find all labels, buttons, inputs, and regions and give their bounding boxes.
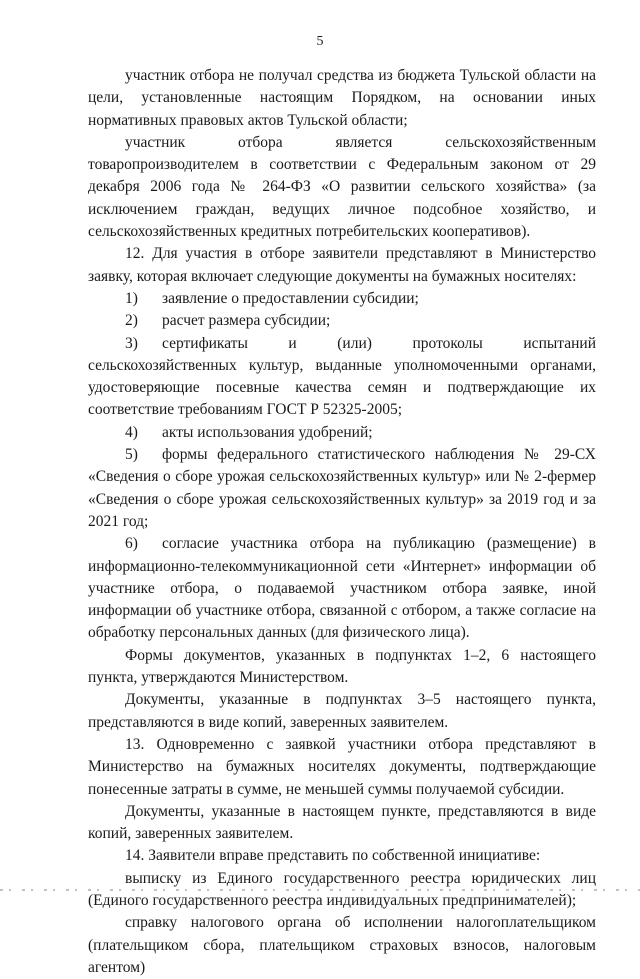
list-number: 6) bbox=[125, 535, 138, 553]
list-text: сертификаты и (или) протоколы испытаний bbox=[162, 334, 596, 352]
paragraph-tax-certificate: справку налогового органа об исполнении налогоплательщиком (плательщиком сбора, плательщиком страховых взносов, налоговым агентом) bbox=[88, 914, 596, 976]
list-text: расчет размера субсидии; bbox=[162, 312, 331, 330]
list-number: 4) bbox=[125, 423, 138, 441]
list-item-2 bbox=[88, 310, 596, 332]
paragraph-item-13: 13. Одновременно с заявкой участники отбора представляют в Министерство на бумажных носителях документы, подтверждающие понесенные затраты в сумме, не меньшей суммы получаемой субсидии. bbox=[88, 735, 596, 798]
list-number: 1) bbox=[125, 289, 138, 307]
paragraph-registry-extract: выписку из Единого государственного реестра юридических лиц (Единого государственного реестра индивидуальных предпринимателей); bbox=[88, 869, 596, 909]
paragraph-item-12: 12. Для участия в отборе заявители представляют в Министерство заявку, которая включает следующие документы на бумажных носителях: bbox=[88, 245, 596, 285]
list-text: заявление о предоставлении субсидии; bbox=[162, 289, 419, 307]
list-item-3 bbox=[88, 333, 596, 355]
list-item-6 bbox=[88, 533, 596, 555]
list-text: акты использования удобрений; bbox=[162, 423, 373, 441]
list-item-5 bbox=[88, 444, 596, 466]
paragraph-copies-3-5: Документы, указанные в подпунктах 3–5 настоящего пункта, представляются в виде копий, заверенных заявителем. bbox=[88, 691, 596, 731]
list-number: 2) bbox=[125, 312, 138, 330]
list-item-3-continuation: сельскохозяйственных культур, выданные уполномоченными органами, удостоверяющие посевные качества семян и подтверждающие их соответствие требованиям ГОСТ Р 52325-2005; bbox=[88, 356, 596, 419]
list-number: 5) bbox=[125, 446, 138, 464]
list-item-6-continuation: информационно-телекоммуникационной сети «Интернет» информации об участнике отбора, о подаваемой участником отбора заявке, иной информации об участнике отбора, связанной с отбором, а также согласие на обработку персональных данных (для физического лица). bbox=[88, 557, 596, 642]
document-body bbox=[88, 65, 596, 979]
paragraph-item-14: 14. Заявители вправе представить по собственной инициативе: bbox=[125, 847, 541, 865]
paragraph-producer-condition: участник отбора является сельскохозяйственным товаропроизводителем в соответствии с Федеральным законом от 29 декабря 2006 года № 264-ФЗ «О развитии сельского хозяйства» (за исключением граждан, ведущих личное подсобное хозяйство, и сельскохозяйственных кредитных потребительских кооперативов). bbox=[88, 133, 596, 241]
scan-artifact-line bbox=[0, 889, 640, 891]
list-text: формы федерального статистического наблюдения № 29-СХ bbox=[162, 446, 596, 464]
paragraph-forms-approval: Формы документов, указанных в подпунктах 1–2, 6 настоящего пункта, утверждаются Министерством. bbox=[88, 646, 596, 687]
list-text: согласие участника отбора на публикацию (размещение) в bbox=[162, 535, 596, 553]
paragraph-budget-condition: участник отбора не получал средства из бюджета Тульской области на цели, установленные настоящим Порядком, на основании иных нормативных правовых актов Тульской области; bbox=[88, 67, 596, 129]
list-item-5-continuation: «Сведения о сборе урожая сельскохозяйственных культур» или № 2-фермер «Сведения о сборе урожая сельскохозяйственных культур» за 2019 год и за 2021 год; bbox=[88, 468, 596, 530]
list-number: 3) bbox=[125, 334, 138, 352]
list-item-1 bbox=[88, 288, 596, 310]
list-item-4 bbox=[88, 422, 596, 444]
paragraph-copies-13: Документы, указанные в настоящем пункте, представляются в виде копий, заверенных заявителем. bbox=[88, 802, 596, 843]
page-number: 5 bbox=[316, 34, 324, 49]
